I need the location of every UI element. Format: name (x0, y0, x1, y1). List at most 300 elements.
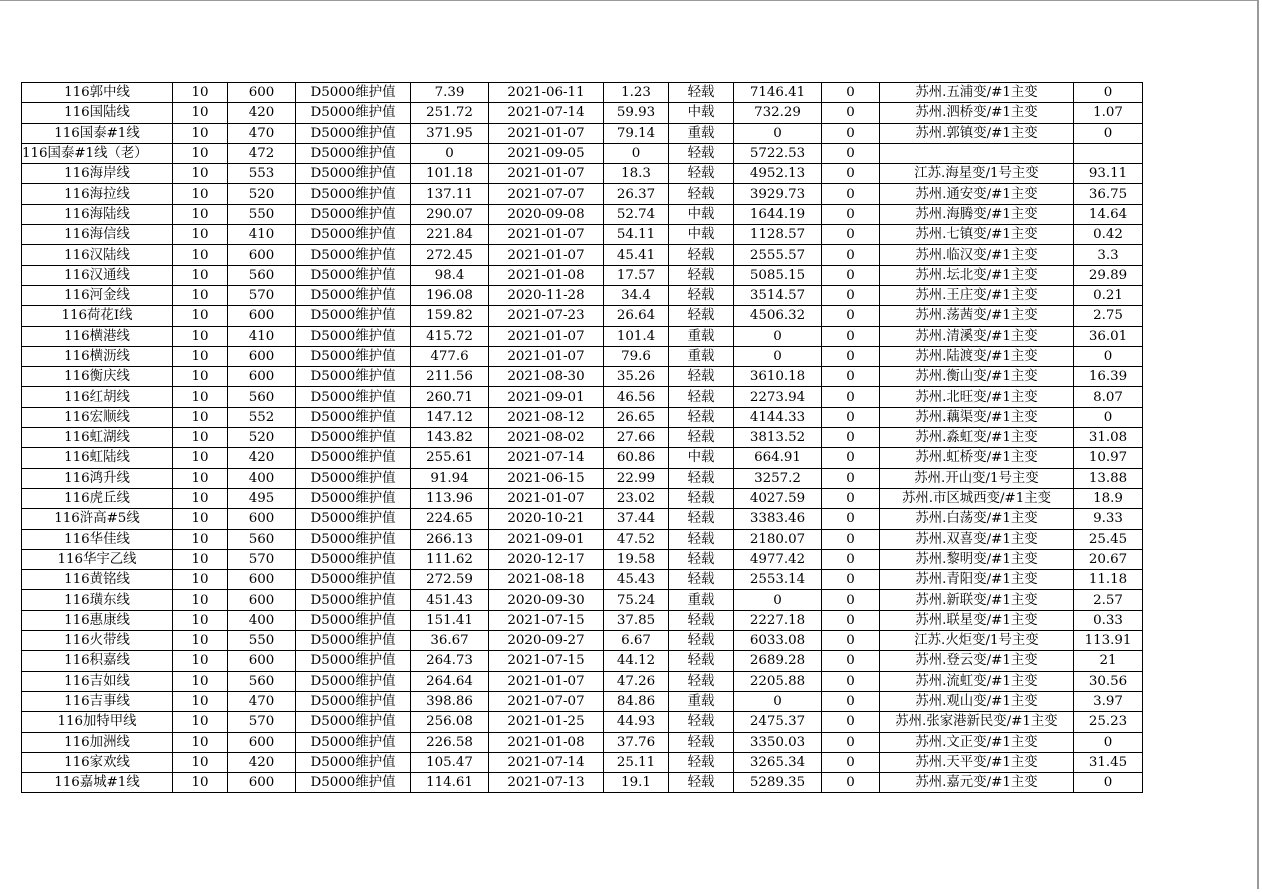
date-cell: 2021-09-01 (489, 529, 604, 549)
spare-capacity-cell: 7146.41 (734, 83, 822, 103)
table-row (22, 651, 1143, 671)
load-level-cell: 轻载 (669, 570, 734, 590)
feeder-name-cell: 116火带线 (22, 631, 173, 651)
date-cell: 2021-07-13 (489, 773, 604, 793)
data-source-cell: D5000维护值 (296, 387, 411, 407)
table-row (22, 346, 1143, 366)
data-source-cell: D5000维护值 (296, 631, 411, 651)
date-cell: 2021-07-14 (489, 752, 604, 772)
feeder-name-cell: 116浒高#5线 (22, 509, 173, 529)
feeder-name-cell: 116横沥线 (22, 346, 173, 366)
count-cell: 0 (822, 651, 880, 671)
max-current-cell: 101.18 (411, 164, 489, 184)
spare-capacity-cell: 0 (734, 123, 822, 143)
spare-capacity-cell: 3813.52 (734, 428, 822, 448)
count-cell: 0 (822, 631, 880, 651)
date-cell: 2020-10-21 (489, 509, 604, 529)
count-cell: 0 (822, 509, 880, 529)
load-rate-cell: 44.12 (604, 651, 669, 671)
transformer-value-cell: 0.21 (1074, 285, 1143, 305)
feeder-load-table (21, 82, 1143, 793)
load-level-cell: 轻载 (669, 428, 734, 448)
max-current-cell: 264.64 (411, 671, 489, 691)
date-cell: 2021-09-05 (489, 143, 604, 163)
load-rate-cell: 22.99 (604, 468, 669, 488)
date-cell: 2021-01-07 (489, 164, 604, 184)
load-level-cell: 重载 (669, 123, 734, 143)
voltage-cell: 10 (173, 590, 228, 610)
table-row (22, 773, 1143, 793)
table-row (22, 691, 1143, 711)
count-cell: 0 (822, 488, 880, 508)
load-rate-cell: 54.11 (604, 225, 669, 245)
load-rate-cell: 19.1 (604, 773, 669, 793)
load-level-cell: 重载 (669, 326, 734, 346)
substation-transformer-cell: 苏州.泗桥变/#1主变 (880, 103, 1074, 123)
transformer-value-cell: 31.45 (1074, 752, 1143, 772)
count-cell: 0 (822, 610, 880, 630)
date-cell: 2020-09-27 (489, 631, 604, 651)
date-cell: 2021-07-15 (489, 610, 604, 630)
feeder-name-cell: 116横港线 (22, 326, 173, 346)
transformer-value-cell: 31.08 (1074, 428, 1143, 448)
transformer-value-cell: 21 (1074, 651, 1143, 671)
substation-transformer-cell: 苏州.七镇变/#1主变 (880, 225, 1074, 245)
spare-capacity-cell: 3929.73 (734, 184, 822, 204)
count-cell: 0 (822, 671, 880, 691)
feeder-name-cell: 116华宇乙线 (22, 549, 173, 569)
load-rate-cell: 44.93 (604, 712, 669, 732)
spare-capacity-cell: 4952.13 (734, 164, 822, 184)
date-cell: 2021-07-14 (489, 448, 604, 468)
max-current-cell: 264.73 (411, 651, 489, 671)
spare-capacity-cell: 2475.37 (734, 712, 822, 732)
count-cell: 0 (822, 752, 880, 772)
feeder-name-cell: 116虹湖线 (22, 428, 173, 448)
table-row (22, 509, 1143, 529)
capacity-cell: 420 (228, 752, 296, 772)
load-rate-cell: 79.6 (604, 346, 669, 366)
spare-capacity-cell: 5722.53 (734, 143, 822, 163)
count-cell: 0 (822, 570, 880, 590)
table-row (22, 407, 1143, 427)
voltage-cell: 10 (173, 367, 228, 387)
table-row (22, 468, 1143, 488)
table-row (22, 387, 1143, 407)
voltage-cell: 10 (173, 346, 228, 366)
max-current-cell: 113.96 (411, 488, 489, 508)
table-row (22, 428, 1143, 448)
spare-capacity-cell: 4027.59 (734, 488, 822, 508)
substation-transformer-cell (880, 143, 1074, 163)
spare-capacity-cell: 2689.28 (734, 651, 822, 671)
count-cell: 0 (822, 590, 880, 610)
spare-capacity-cell: 2555.57 (734, 245, 822, 265)
spare-capacity-cell: 664.91 (734, 448, 822, 468)
feeder-name-cell: 116国泰#1线（老） (22, 143, 173, 163)
transformer-value-cell: 36.75 (1074, 184, 1143, 204)
table-row (22, 204, 1143, 224)
table-row (22, 529, 1143, 549)
load-level-cell: 中载 (669, 225, 734, 245)
table-row (22, 671, 1143, 691)
feeder-name-cell: 116积嘉线 (22, 651, 173, 671)
load-rate-cell: 26.37 (604, 184, 669, 204)
max-current-cell: 7.39 (411, 83, 489, 103)
date-cell: 2021-01-07 (489, 671, 604, 691)
feeder-name-cell: 116红胡线 (22, 387, 173, 407)
max-current-cell: 98.4 (411, 265, 489, 285)
feeder-name-cell: 116吉如线 (22, 671, 173, 691)
voltage-cell: 10 (173, 204, 228, 224)
voltage-cell: 10 (173, 631, 228, 651)
substation-transformer-cell: 苏州.海腾变/#1主变 (880, 204, 1074, 224)
capacity-cell: 600 (228, 509, 296, 529)
transformer-value-cell: 29.89 (1074, 265, 1143, 285)
count-cell: 0 (822, 143, 880, 163)
max-current-cell: 91.94 (411, 468, 489, 488)
max-current-cell: 159.82 (411, 306, 489, 326)
load-rate-cell: 84.86 (604, 691, 669, 711)
capacity-cell: 570 (228, 285, 296, 305)
spare-capacity-cell: 1644.19 (734, 204, 822, 224)
table-row (22, 143, 1143, 163)
load-level-cell: 中载 (669, 103, 734, 123)
load-rate-cell: 26.64 (604, 306, 669, 326)
date-cell: 2021-08-02 (489, 428, 604, 448)
transformer-value-cell: 0 (1074, 346, 1143, 366)
transformer-value-cell: 10.97 (1074, 448, 1143, 468)
voltage-cell: 10 (173, 732, 228, 752)
data-source-cell: D5000维护值 (296, 367, 411, 387)
table-row (22, 367, 1143, 387)
feeder-name-cell: 116虹陆线 (22, 448, 173, 468)
capacity-cell: 470 (228, 123, 296, 143)
table-row (22, 245, 1143, 265)
load-level-cell: 轻载 (669, 529, 734, 549)
transformer-value-cell: 0.42 (1074, 225, 1143, 245)
substation-transformer-cell: 苏州.虹桥变/#1主变 (880, 448, 1074, 468)
substation-transformer-cell: 苏州.新联变/#1主变 (880, 590, 1074, 610)
feeder-name-cell: 116海拉线 (22, 184, 173, 204)
voltage-cell: 10 (173, 549, 228, 569)
feeder-name-cell: 116华佳线 (22, 529, 173, 549)
voltage-cell: 10 (173, 752, 228, 772)
max-current-cell: 451.43 (411, 590, 489, 610)
capacity-cell: 420 (228, 448, 296, 468)
capacity-cell: 472 (228, 143, 296, 163)
count-cell: 0 (822, 83, 880, 103)
transformer-value-cell: 2.57 (1074, 590, 1143, 610)
transformer-value-cell: 25.45 (1074, 529, 1143, 549)
table-row (22, 752, 1143, 772)
load-rate-cell: 46.56 (604, 387, 669, 407)
capacity-cell: 550 (228, 204, 296, 224)
capacity-cell: 495 (228, 488, 296, 508)
load-rate-cell: 79.14 (604, 123, 669, 143)
data-source-cell: D5000维护值 (296, 326, 411, 346)
substation-transformer-cell: 苏州.陆渡变/#1主变 (880, 346, 1074, 366)
capacity-cell: 410 (228, 225, 296, 245)
date-cell: 2021-07-07 (489, 184, 604, 204)
table-row (22, 306, 1143, 326)
date-cell: 2021-01-07 (489, 488, 604, 508)
max-current-cell: 255.61 (411, 448, 489, 468)
date-cell: 2020-09-08 (489, 204, 604, 224)
transformer-value-cell (1074, 143, 1143, 163)
data-source-cell: D5000维护值 (296, 184, 411, 204)
spare-capacity-cell: 3257.2 (734, 468, 822, 488)
load-level-cell: 轻载 (669, 143, 734, 163)
substation-transformer-cell: 苏州.白荡变/#1主变 (880, 509, 1074, 529)
data-source-cell: D5000维护值 (296, 407, 411, 427)
capacity-cell: 400 (228, 610, 296, 630)
max-current-cell: 398.86 (411, 691, 489, 711)
capacity-cell: 600 (228, 346, 296, 366)
load-level-cell: 轻载 (669, 387, 734, 407)
count-cell: 0 (822, 265, 880, 285)
voltage-cell: 10 (173, 448, 228, 468)
load-level-cell: 轻载 (669, 631, 734, 651)
voltage-cell: 10 (173, 143, 228, 163)
load-level-cell: 轻载 (669, 184, 734, 204)
max-current-cell: 147.12 (411, 407, 489, 427)
feeder-name-cell: 116黄铭线 (22, 570, 173, 590)
substation-transformer-cell: 苏州.通安变/#1主变 (880, 184, 1074, 204)
feeder-name-cell: 116国陆线 (22, 103, 173, 123)
max-current-cell: 143.82 (411, 428, 489, 448)
count-cell: 0 (822, 712, 880, 732)
data-source-cell: D5000维护值 (296, 691, 411, 711)
date-cell: 2021-07-15 (489, 651, 604, 671)
transformer-value-cell: 113.91 (1074, 631, 1143, 651)
substation-transformer-cell: 江苏.海星变/1号主变 (880, 164, 1074, 184)
date-cell: 2021-08-30 (489, 367, 604, 387)
transformer-value-cell: 93.11 (1074, 164, 1143, 184)
count-cell: 0 (822, 367, 880, 387)
capacity-cell: 420 (228, 103, 296, 123)
transformer-value-cell: 2.75 (1074, 306, 1143, 326)
max-current-cell: 0 (411, 143, 489, 163)
voltage-cell: 10 (173, 123, 228, 143)
transformer-value-cell: 20.67 (1074, 549, 1143, 569)
substation-transformer-cell: 苏州.荡茜变/#1主变 (880, 306, 1074, 326)
load-rate-cell: 6.67 (604, 631, 669, 651)
data-source-cell: D5000维护值 (296, 306, 411, 326)
voltage-cell: 10 (173, 184, 228, 204)
data-source-cell: D5000维护值 (296, 204, 411, 224)
data-source-cell: D5000维护值 (296, 773, 411, 793)
date-cell: 2020-12-17 (489, 549, 604, 569)
data-source-cell: D5000维护值 (296, 103, 411, 123)
data-source-cell: D5000维护值 (296, 590, 411, 610)
date-cell: 2021-06-15 (489, 468, 604, 488)
transformer-value-cell: 3.97 (1074, 691, 1143, 711)
substation-transformer-cell: 苏州.流虹变/#1主变 (880, 671, 1074, 691)
capacity-cell: 600 (228, 570, 296, 590)
load-rate-cell: 17.57 (604, 265, 669, 285)
date-cell: 2020-11-28 (489, 285, 604, 305)
date-cell: 2021-01-07 (489, 123, 604, 143)
table-row (22, 712, 1143, 732)
count-cell: 0 (822, 164, 880, 184)
count-cell: 0 (822, 732, 880, 752)
capacity-cell: 600 (228, 83, 296, 103)
spare-capacity-cell: 5085.15 (734, 265, 822, 285)
data-source-cell: D5000维护值 (296, 164, 411, 184)
capacity-cell: 560 (228, 387, 296, 407)
count-cell: 0 (822, 123, 880, 143)
transformer-value-cell: 0 (1074, 732, 1143, 752)
substation-transformer-cell: 苏州.坛北变/#1主变 (880, 265, 1074, 285)
substation-transformer-cell: 苏州.藕渠变/#1主变 (880, 407, 1074, 427)
data-source-cell: D5000维护值 (296, 610, 411, 630)
capacity-cell: 600 (228, 306, 296, 326)
spare-capacity-cell: 732.29 (734, 103, 822, 123)
load-rate-cell: 27.66 (604, 428, 669, 448)
spare-capacity-cell: 2227.18 (734, 610, 822, 630)
feeder-name-cell: 116国泰#1线 (22, 123, 173, 143)
load-level-cell: 轻载 (669, 488, 734, 508)
voltage-cell: 10 (173, 509, 228, 529)
load-level-cell: 中载 (669, 204, 734, 224)
load-rate-cell: 19.58 (604, 549, 669, 569)
voltage-cell: 10 (173, 691, 228, 711)
load-level-cell: 轻载 (669, 509, 734, 529)
data-source-cell: D5000维护值 (296, 671, 411, 691)
load-level-cell: 重载 (669, 346, 734, 366)
substation-transformer-cell: 苏州.嘉元变/#1主变 (880, 773, 1074, 793)
load-rate-cell: 47.26 (604, 671, 669, 691)
spare-capacity-cell: 4144.33 (734, 407, 822, 427)
load-level-cell: 轻载 (669, 245, 734, 265)
date-cell: 2021-01-07 (489, 245, 604, 265)
feeder-name-cell: 116鸿升线 (22, 468, 173, 488)
transformer-value-cell: 0 (1074, 407, 1143, 427)
feeder-name-cell: 116汉陆线 (22, 245, 173, 265)
feeder-name-cell: 116璜东线 (22, 590, 173, 610)
max-current-cell: 196.08 (411, 285, 489, 305)
transformer-value-cell: 0 (1074, 773, 1143, 793)
substation-transformer-cell: 苏州.双喜变/#1主变 (880, 529, 1074, 549)
voltage-cell: 10 (173, 285, 228, 305)
load-level-cell: 轻载 (669, 367, 734, 387)
substation-transformer-cell: 苏州.登云变/#1主变 (880, 651, 1074, 671)
date-cell: 2021-01-07 (489, 225, 604, 245)
capacity-cell: 600 (228, 367, 296, 387)
table-row (22, 164, 1143, 184)
load-rate-cell: 0 (604, 143, 669, 163)
count-cell: 0 (822, 387, 880, 407)
count-cell: 0 (822, 448, 880, 468)
load-rate-cell: 35.26 (604, 367, 669, 387)
load-level-cell: 轻载 (669, 712, 734, 732)
load-rate-cell: 18.3 (604, 164, 669, 184)
max-current-cell: 36.67 (411, 631, 489, 651)
capacity-cell: 600 (228, 732, 296, 752)
load-level-cell: 轻载 (669, 773, 734, 793)
count-cell: 0 (822, 529, 880, 549)
transformer-value-cell: 11.18 (1074, 570, 1143, 590)
count-cell: 0 (822, 184, 880, 204)
load-level-cell: 轻载 (669, 164, 734, 184)
feeder-name-cell: 116郭中线 (22, 83, 173, 103)
load-rate-cell: 60.86 (604, 448, 669, 468)
count-cell: 0 (822, 103, 880, 123)
feeder-name-cell: 116加洲线 (22, 732, 173, 752)
voltage-cell: 10 (173, 83, 228, 103)
capacity-cell: 600 (228, 245, 296, 265)
load-rate-cell: 26.65 (604, 407, 669, 427)
capacity-cell: 410 (228, 326, 296, 346)
substation-transformer-cell: 苏州.临汉变/#1主变 (880, 245, 1074, 265)
substation-transformer-cell: 苏州.清溪变/#1主变 (880, 326, 1074, 346)
data-source-cell: D5000维护值 (296, 752, 411, 772)
voltage-cell: 10 (173, 387, 228, 407)
data-source-cell: D5000维护值 (296, 549, 411, 569)
max-current-cell: 266.13 (411, 529, 489, 549)
load-level-cell: 轻载 (669, 752, 734, 772)
count-cell: 0 (822, 549, 880, 569)
count-cell: 0 (822, 407, 880, 427)
date-cell: 2021-06-11 (489, 83, 604, 103)
table-body (22, 83, 1143, 793)
table-row (22, 570, 1143, 590)
voltage-cell: 10 (173, 245, 228, 265)
max-current-cell: 224.65 (411, 509, 489, 529)
data-source-cell: D5000维护值 (296, 83, 411, 103)
load-rate-cell: 1.23 (604, 83, 669, 103)
max-current-cell: 272.45 (411, 245, 489, 265)
date-cell: 2021-07-14 (489, 103, 604, 123)
data-source-cell: D5000维护值 (296, 225, 411, 245)
max-current-cell: 415.72 (411, 326, 489, 346)
voltage-cell: 10 (173, 529, 228, 549)
spare-capacity-cell: 3610.18 (734, 367, 822, 387)
voltage-cell: 10 (173, 306, 228, 326)
capacity-cell: 550 (228, 631, 296, 651)
voltage-cell: 10 (173, 570, 228, 590)
capacity-cell: 570 (228, 712, 296, 732)
spare-capacity-cell: 1128.57 (734, 225, 822, 245)
substation-transformer-cell: 苏州.衡山变/#1主变 (880, 367, 1074, 387)
voltage-cell: 10 (173, 225, 228, 245)
data-source-cell: D5000维护值 (296, 143, 411, 163)
load-level-cell: 轻载 (669, 407, 734, 427)
load-level-cell: 轻载 (669, 651, 734, 671)
data-source-cell: D5000维护值 (296, 468, 411, 488)
load-rate-cell: 59.93 (604, 103, 669, 123)
spare-capacity-cell: 3514.57 (734, 285, 822, 305)
transformer-value-cell: 30.56 (1074, 671, 1143, 691)
capacity-cell: 560 (228, 265, 296, 285)
count-cell: 0 (822, 204, 880, 224)
spare-capacity-cell: 3383.46 (734, 509, 822, 529)
voltage-cell: 10 (173, 468, 228, 488)
substation-transformer-cell: 苏州.文正变/#1主变 (880, 732, 1074, 752)
spare-capacity-cell: 4977.42 (734, 549, 822, 569)
spare-capacity-cell: 2205.88 (734, 671, 822, 691)
table-row (22, 265, 1143, 285)
load-level-cell: 中载 (669, 448, 734, 468)
substation-transformer-cell: 苏州.郭镇变/#1主变 (880, 123, 1074, 143)
data-source-cell: D5000维护值 (296, 448, 411, 468)
capacity-cell: 600 (228, 773, 296, 793)
table-row (22, 732, 1143, 752)
transformer-value-cell: 16.39 (1074, 367, 1143, 387)
transformer-value-cell: 25.23 (1074, 712, 1143, 732)
voltage-cell: 10 (173, 265, 228, 285)
